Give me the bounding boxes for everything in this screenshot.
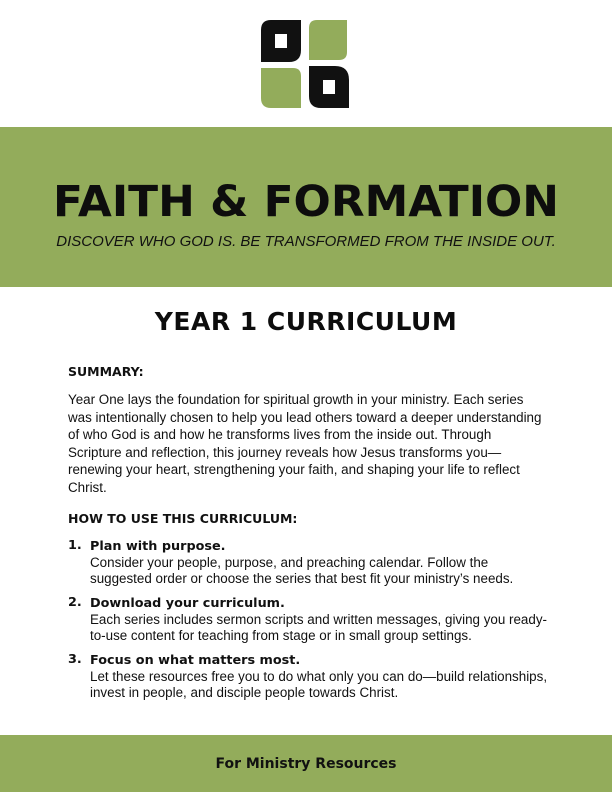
step-item bbox=[68, 538, 548, 587]
summary-heading: SUMMARY: bbox=[68, 364, 144, 379]
title-banner bbox=[0, 127, 612, 287]
how-to-heading: HOW TO USE THIS CURRICULUM: bbox=[68, 511, 298, 526]
step-title: Plan with purpose. bbox=[90, 539, 226, 554]
step-title: Download your curriculum. bbox=[90, 596, 285, 611]
step-number: 3. bbox=[68, 652, 82, 667]
step-number: 2. bbox=[68, 595, 82, 610]
step-title: Focus on what matters most. bbox=[90, 653, 301, 668]
step-item bbox=[68, 595, 548, 644]
footer-text: For Ministry Resources bbox=[215, 756, 397, 772]
section-title: YEAR 1 CURRICULUM bbox=[154, 307, 458, 336]
page-title: FAITH & FORMATION bbox=[52, 177, 560, 227]
step-body: Each series includes sermon scripts and written messages, giving you ready-to-use content for teaching from stage or in small group settings. bbox=[90, 612, 547, 643]
faith-formation-logo-icon bbox=[257, 16, 353, 112]
step-body: Consider your people, purpose, and preaching calendar. Follow the suggested order or choose the series that best fit your ministry’s needs. bbox=[90, 555, 514, 586]
step-number: 1. bbox=[68, 538, 82, 553]
step-item bbox=[68, 652, 548, 701]
summary-body: Year One lays the foundation for spiritual growth in your ministry. Each series was intentionally chosen to help you lead others toward a deeper understanding of who God is and how he transforms lives from the inside out. Through Scripture and reflection, this journey reveals how Jesus transforms you—renewing your heart, strengthening your faith, and shaping your life to reflect Christ. bbox=[68, 392, 542, 495]
steps-list bbox=[68, 538, 548, 709]
page-subtitle: DISCOVER WHO GOD IS. BE TRANSFORMED FROM THE INSIDE OUT. bbox=[56, 233, 556, 250]
footer-bar bbox=[0, 735, 612, 792]
step-body: Let these resources free you to do what only you can do—build relationships, invest in people, and disciple people towards Christ. bbox=[90, 669, 548, 700]
